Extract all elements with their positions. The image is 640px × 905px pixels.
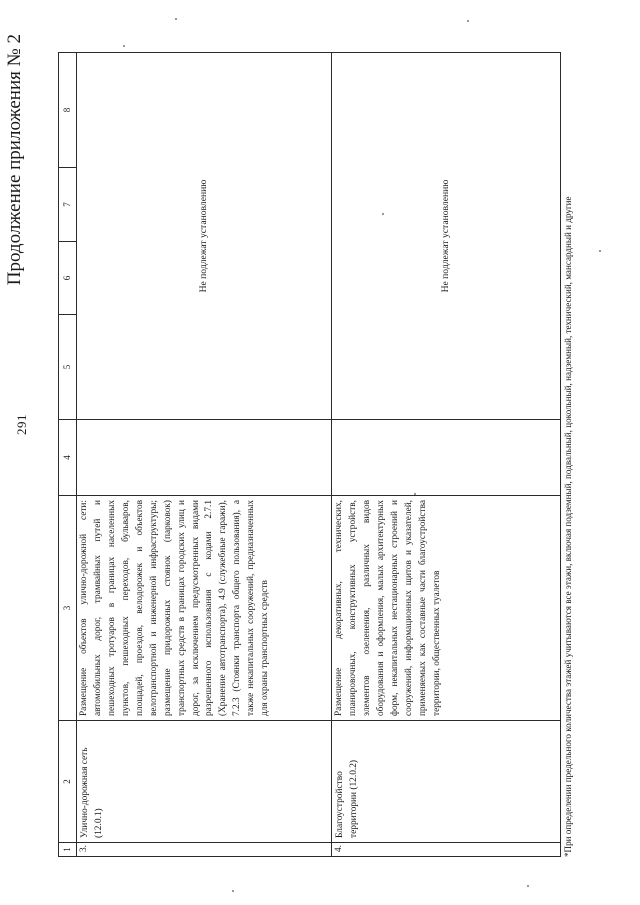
column-number-row [59, 53, 77, 857]
scan-speck [414, 493, 416, 495]
land-use-description: Размещение декоративных, технических, планировочных, конструктивных устройств, элементов озеленения, различных видов оборудования и оформления, малых архитектурных форм, некапитальных нестационарных строений и сооружений, информационных щитов и указателей, применяемых как составные части благоустройства территории, общественных туалетов [332, 496, 561, 721]
scan-speck [527, 885, 529, 887]
scan-speck [467, 20, 469, 22]
column-number: 2 [59, 721, 77, 843]
parameters-cell: Не подлежат установлению [77, 53, 332, 420]
column-number: 5 [59, 315, 77, 420]
column-number: 8 [59, 53, 77, 168]
column-number: 4 [59, 420, 77, 496]
scan-speck [175, 18, 177, 20]
appendix-title: Продолжение приложения № 2 [4, 34, 25, 286]
column-number: 7 [59, 168, 77, 242]
table-row [77, 53, 332, 857]
land-use-table [58, 52, 561, 857]
land-use-name: Благоустройство территории (12.0.2) [332, 721, 561, 843]
column-number: 1 [59, 843, 77, 857]
page-number: 291 [14, 414, 29, 435]
parameters-cell: Не подлежат установлению [332, 53, 561, 420]
scan-speck [123, 45, 125, 47]
column-number: 6 [59, 242, 77, 315]
scan-speck [232, 890, 234, 892]
row-number: 4. [332, 843, 561, 857]
scan-speck [599, 250, 601, 252]
empty-cell [77, 420, 332, 496]
table-row [332, 53, 561, 857]
column-number: 3 [59, 496, 77, 721]
row-number: 3. [77, 843, 332, 857]
land-use-description: Размещение объектов улично-дорожной сети: автомобильных дорог, трамвайных путей и пешеходных тротуаров в границах населенных пунктов, пешеходных переходов, бульваров, площадей, проездов, велодорожек и объектов велотранспортной и инженерной инфраструктуры; размещение придорожных стоянок (парковок) транспортных средств в границах городских улиц и дорог, за исключением предусмотренных видами разрешенного использования с кодами 2.7.1 (Хранение автотранспорта), 4.9 (служебные гаражи), 7.2.3 (Стоянки транспорта общего пользования), а также некапитальных сооружений, предназначенных для охраны транспортных средств [77, 496, 332, 721]
empty-cell [332, 420, 561, 496]
land-use-name: Улично-дорожная сеть (12.0.1) [77, 721, 332, 843]
footnote: *При определении предельного количества этажей учитываются все этажи, включая подземный, подвальный, цокольный, надземный, технический, мансардный и другие [563, 196, 573, 857]
scan-speck [382, 213, 384, 215]
